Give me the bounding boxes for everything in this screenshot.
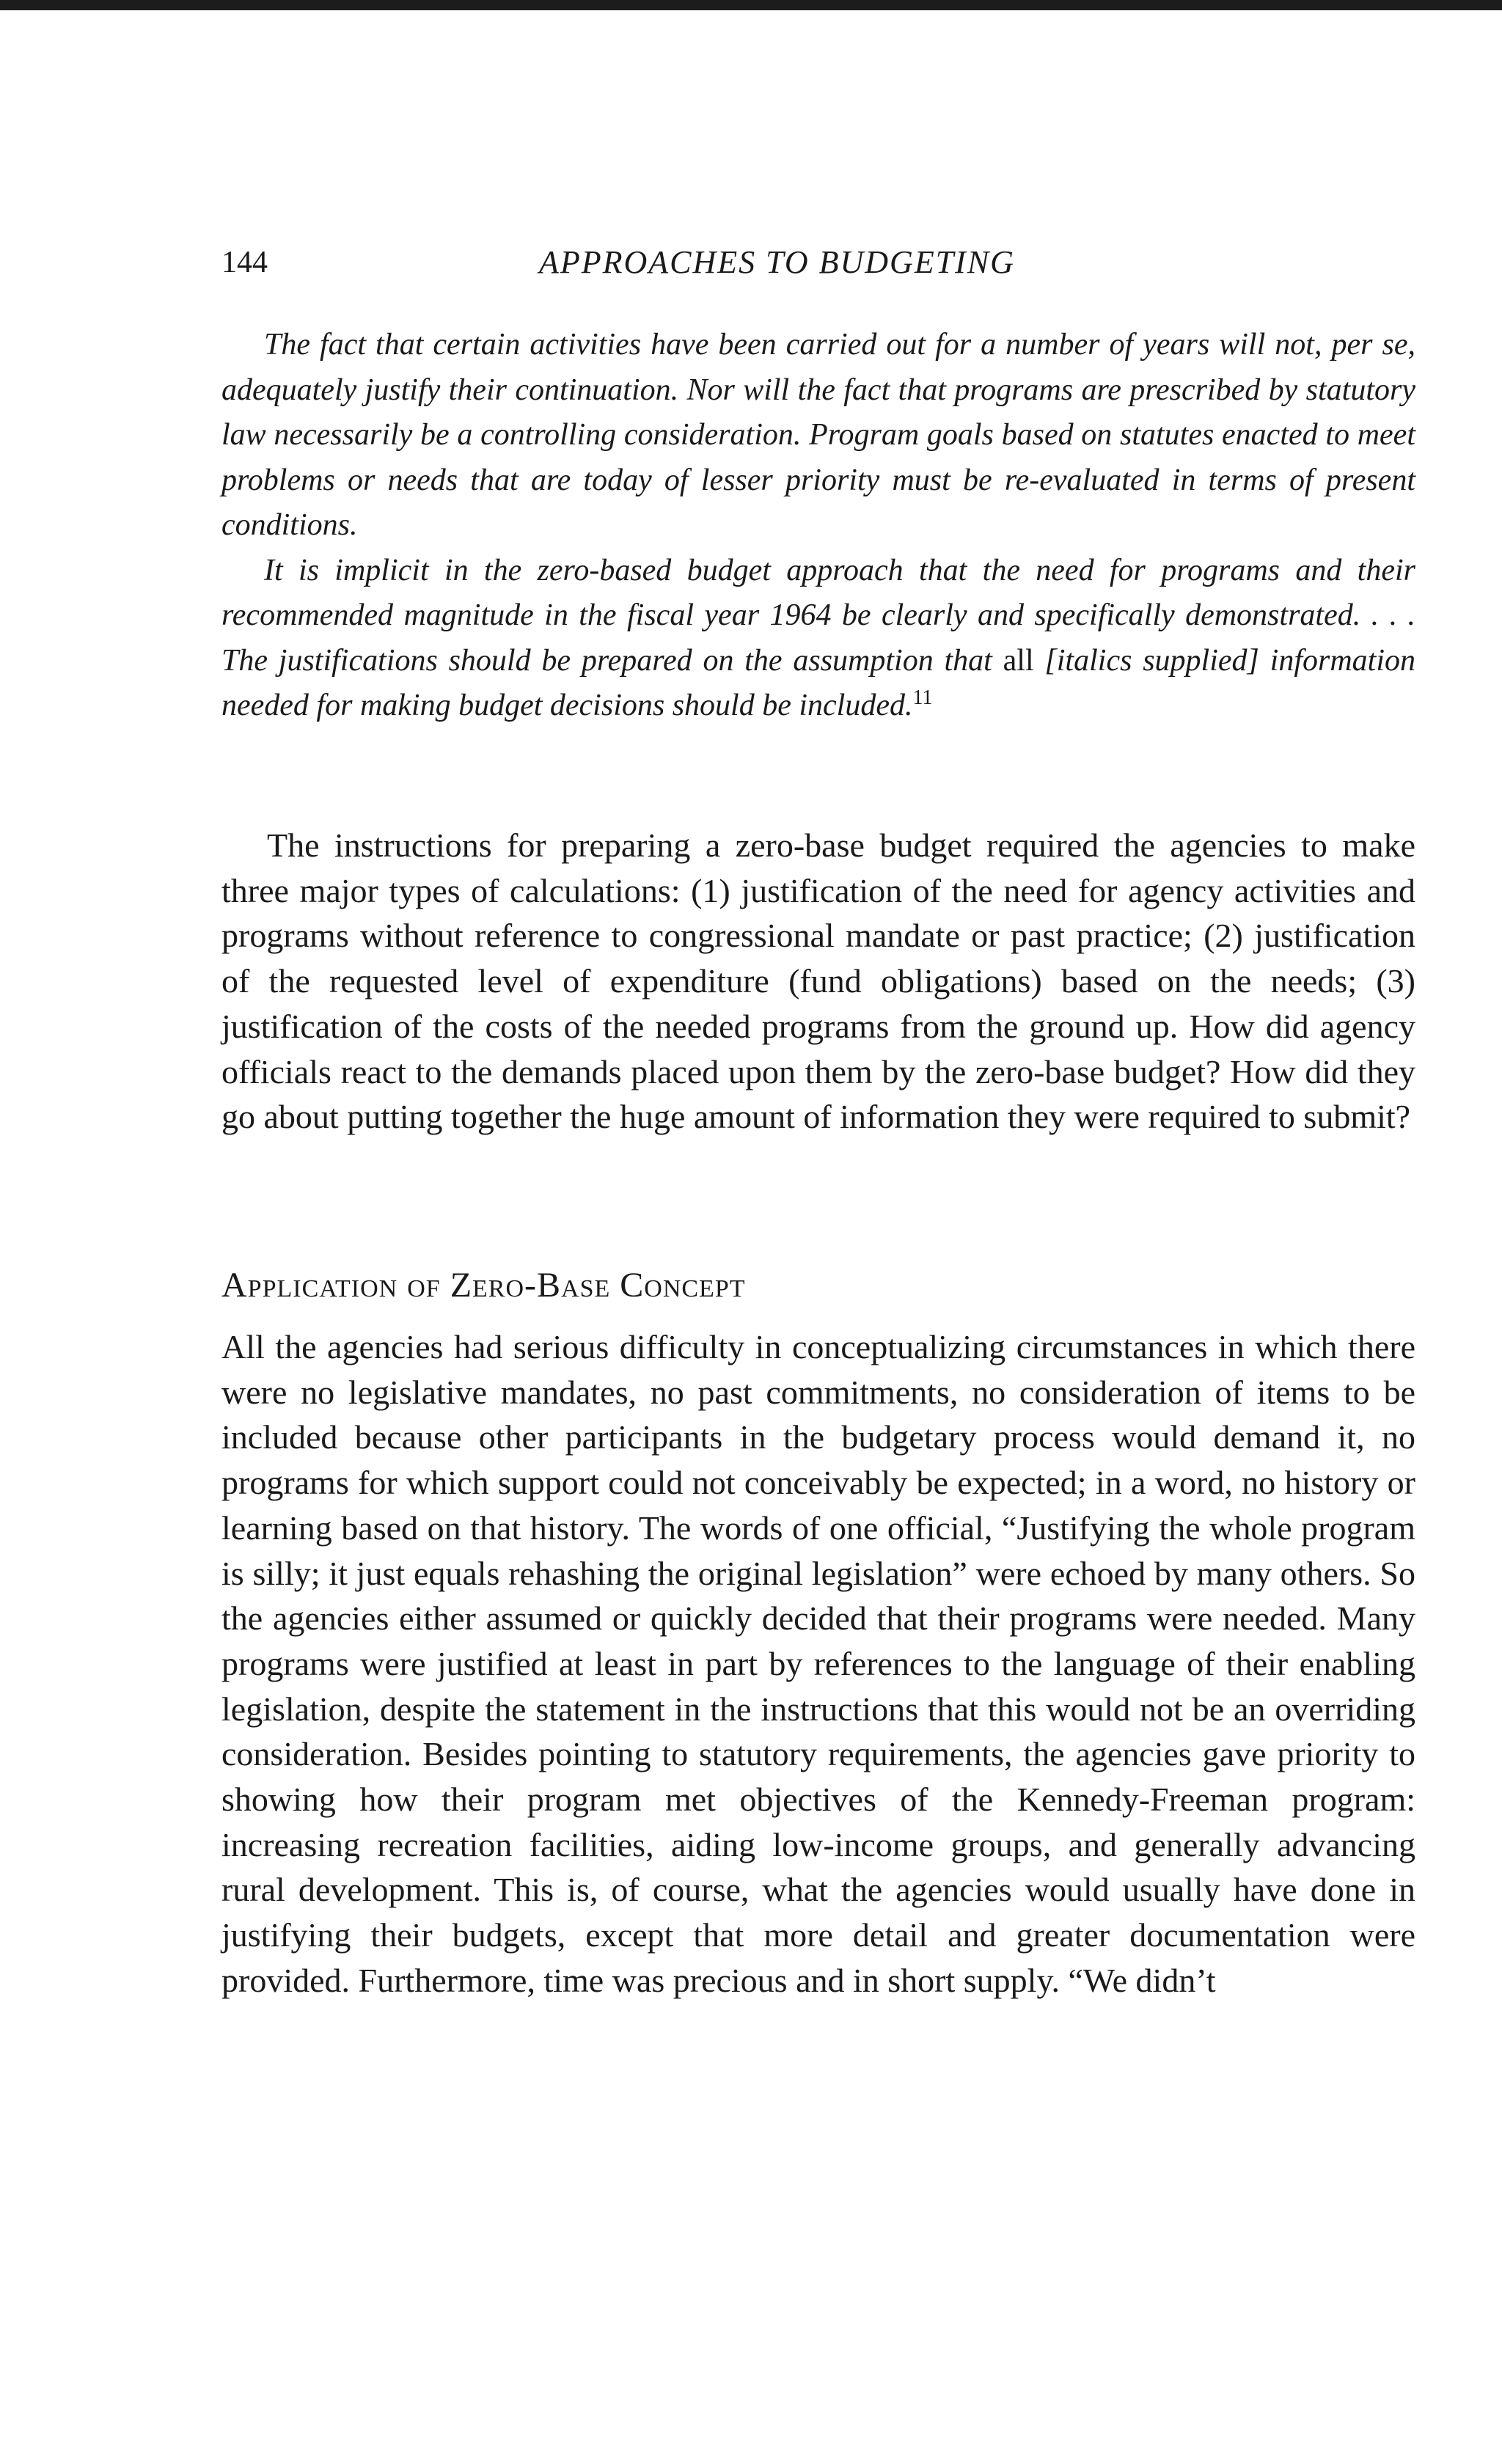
quote-paragraph: The fact that certain activities have been carried out for a number of years will not, per se, adequately justify their continuation. Nor will the fact that programs are prescribed by statutory law necessarily be a controlling consideration. Program goals based on statutes enacted to meet problems or needs that are today of lesser priority must be re-evaluated in terms of present conditions. <box>221 328 1415 542</box>
quote-paragraph <box>221 549 1415 729</box>
body-paragraph: All the agencies had serious difficulty in conceptualizing circumstances in which there were no legislative mandates, no past commitments, no consideration of items to be included because other participants in the budgetary process would demand it, no programs for which support could not conceivably be expected; in a word, no history or learning based on that history. The words of one official, “Justifying the whole program is silly; it just equals rehashing the original legislation” were echoed by many others. So the agencies either assumed or quickly decided that their programs were needed. Many programs were justified at least in part by references to the language of their enabling legislation, despite the statement in the instructions that this would not be an overriding consideration. Besides pointing to statutory requirements, the agencies gave priority to showing how their program met objectives of the Kennedy-Freeman program: increasing recreation facilities, aiding low-income groups, and generally advancing rural development. This is, of course, what the agencies would usually have done in justifying their budgets, except that more detail and greater documentation were provided. Furthermore, time was precious and in short supply. “We didn’t <box>221 1328 1415 1999</box>
top-border-rule <box>0 0 1502 10</box>
section-heading: Application of Zero-Base Concept <box>221 1266 746 1305</box>
footnote-reference: 11 <box>912 686 933 709</box>
quote-text: [italics supplied] information needed for making budget decisions should be included. <box>221 643 1416 722</box>
quote-text: It is implicit in the zero-based budget approach that the need for programs and their recommended magnitude in the fiscal year 1964 be clearly and specifically demonstrated. . . . The justifications should be prepared on the assumption that <box>221 553 1415 678</box>
body-paragraph: The instructions for preparing a zero-base budget required the agencies to make three major types of calculations: (1) justification of the need for agency activities and programs without reference to congressional mandate or past practice; (2) justification of the requested level of expenditure (fund obligations) based on the needs; (3) justification of the costs of the needed programs from the ground up. How did agency officials react to the demands placed upon them by the zero-base budget? How did they go about putting together the huge amount of information they were required to submit? <box>221 826 1415 1136</box>
block-quote <box>221 323 1415 729</box>
running-title: APPROACHES TO BUDGETING <box>539 244 1015 280</box>
quote-emphasis-word: all <box>1003 643 1034 678</box>
page-number: 144 <box>221 246 268 279</box>
